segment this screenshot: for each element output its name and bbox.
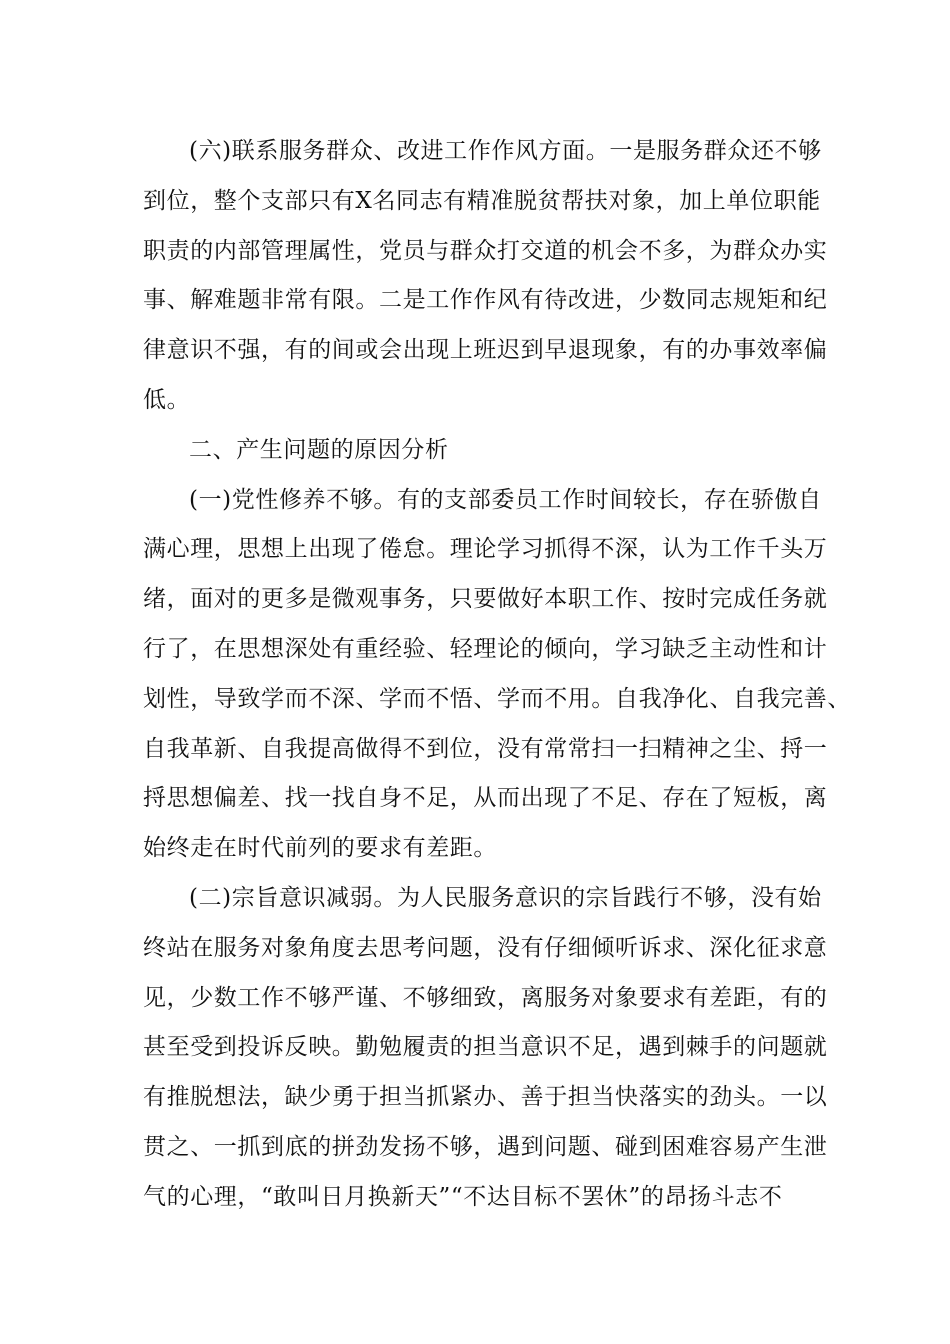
section-heading-cause-analysis: 二、产生问题的原因分析 bbox=[189, 436, 449, 463]
paragraph-2-line-3: 见，少数工作不够严谨、不够细致，离服务对象要求有差距，有的 bbox=[143, 984, 828, 1011]
paragraph-6-line-4: 事、解难题非常有限。二是工作作风有待改进，少数同志规矩和纪 bbox=[143, 287, 828, 314]
paragraph-6-line-2: 到位，整个支部只有X名同志有精准脱贫帮扶对象，加上单位职能 bbox=[143, 187, 821, 214]
paragraph-1-line-7: 捋思想偏差、找一找自身不足，从而出现了不足、存在了短板，离 bbox=[143, 785, 828, 812]
paragraph-2-line-4: 甚至受到投诉反映。勤勉履责的担当意识不足，遇到棘手的问题就 bbox=[143, 1034, 828, 1061]
paragraph-1-line-6: 自我革新、自我提高做得不到位，没有常常扫一扫精神之尘、捋一 bbox=[143, 735, 828, 762]
paragraph-1-line-3: 绪，面对的更多是微观事务，只要做好本职工作、按时完成任务就 bbox=[143, 586, 828, 613]
paragraph-2-line-1: (二)宗旨意识减弱。为人民服务意识的宗旨践行不够，没有始 bbox=[189, 884, 822, 911]
paragraph-2-line-5: 有推脱想法，缺少勇于担当抓紧办、善于担当快落实的劲头。一以 bbox=[143, 1084, 828, 1111]
paragraph-1-line-1: (一)党性修养不够。有的支部委员工作时间较长，存在骄傲自 bbox=[189, 486, 822, 513]
paragraph-1-line-8: 始终走在时代前列的要求有差距。 bbox=[143, 835, 497, 862]
paragraph-6-line-6: 低。 bbox=[143, 386, 191, 413]
paragraph-1-line-5: 划性，导致学而不深、学而不悟、学而不用。自我净化、自我完善、 bbox=[143, 685, 851, 712]
paragraph-1-line-4: 行了，在思想深处有重经验、轻理论的倾向，学习缺乏主动性和计 bbox=[143, 635, 828, 662]
paragraph-2-line-6: 贯之、一抓到底的拼劲发扬不够，遇到问题、碰到困难容易产生泄 bbox=[143, 1133, 828, 1160]
paragraph-2-line-2: 终站在服务对象角度去思考问题，没有仔细倾听诉求、深化征求意 bbox=[143, 934, 828, 961]
paragraph-6-line-3: 职责的内部管理属性，党员与群众打交道的机会不多，为群众办实 bbox=[143, 237, 828, 264]
paragraph-6-line-1: (六)联系服务群众、改进工作作风方面。一是服务群众还不够 bbox=[189, 138, 822, 164]
paragraph-2-line-7: 气的心理，“敢叫日月换新天”“不达目标不罢休”的昂扬斗志不 bbox=[143, 1183, 783, 1210]
paragraph-1-line-2: 满心理，思想上出现了倦怠。理论学习抓得不深，认为工作千头万 bbox=[143, 536, 828, 563]
document-body bbox=[143, 127, 851, 1223]
paragraph-6-line-5: 律意识不强，有的间或会出现上班迟到早退现象，有的办事效率偏 bbox=[143, 337, 828, 364]
